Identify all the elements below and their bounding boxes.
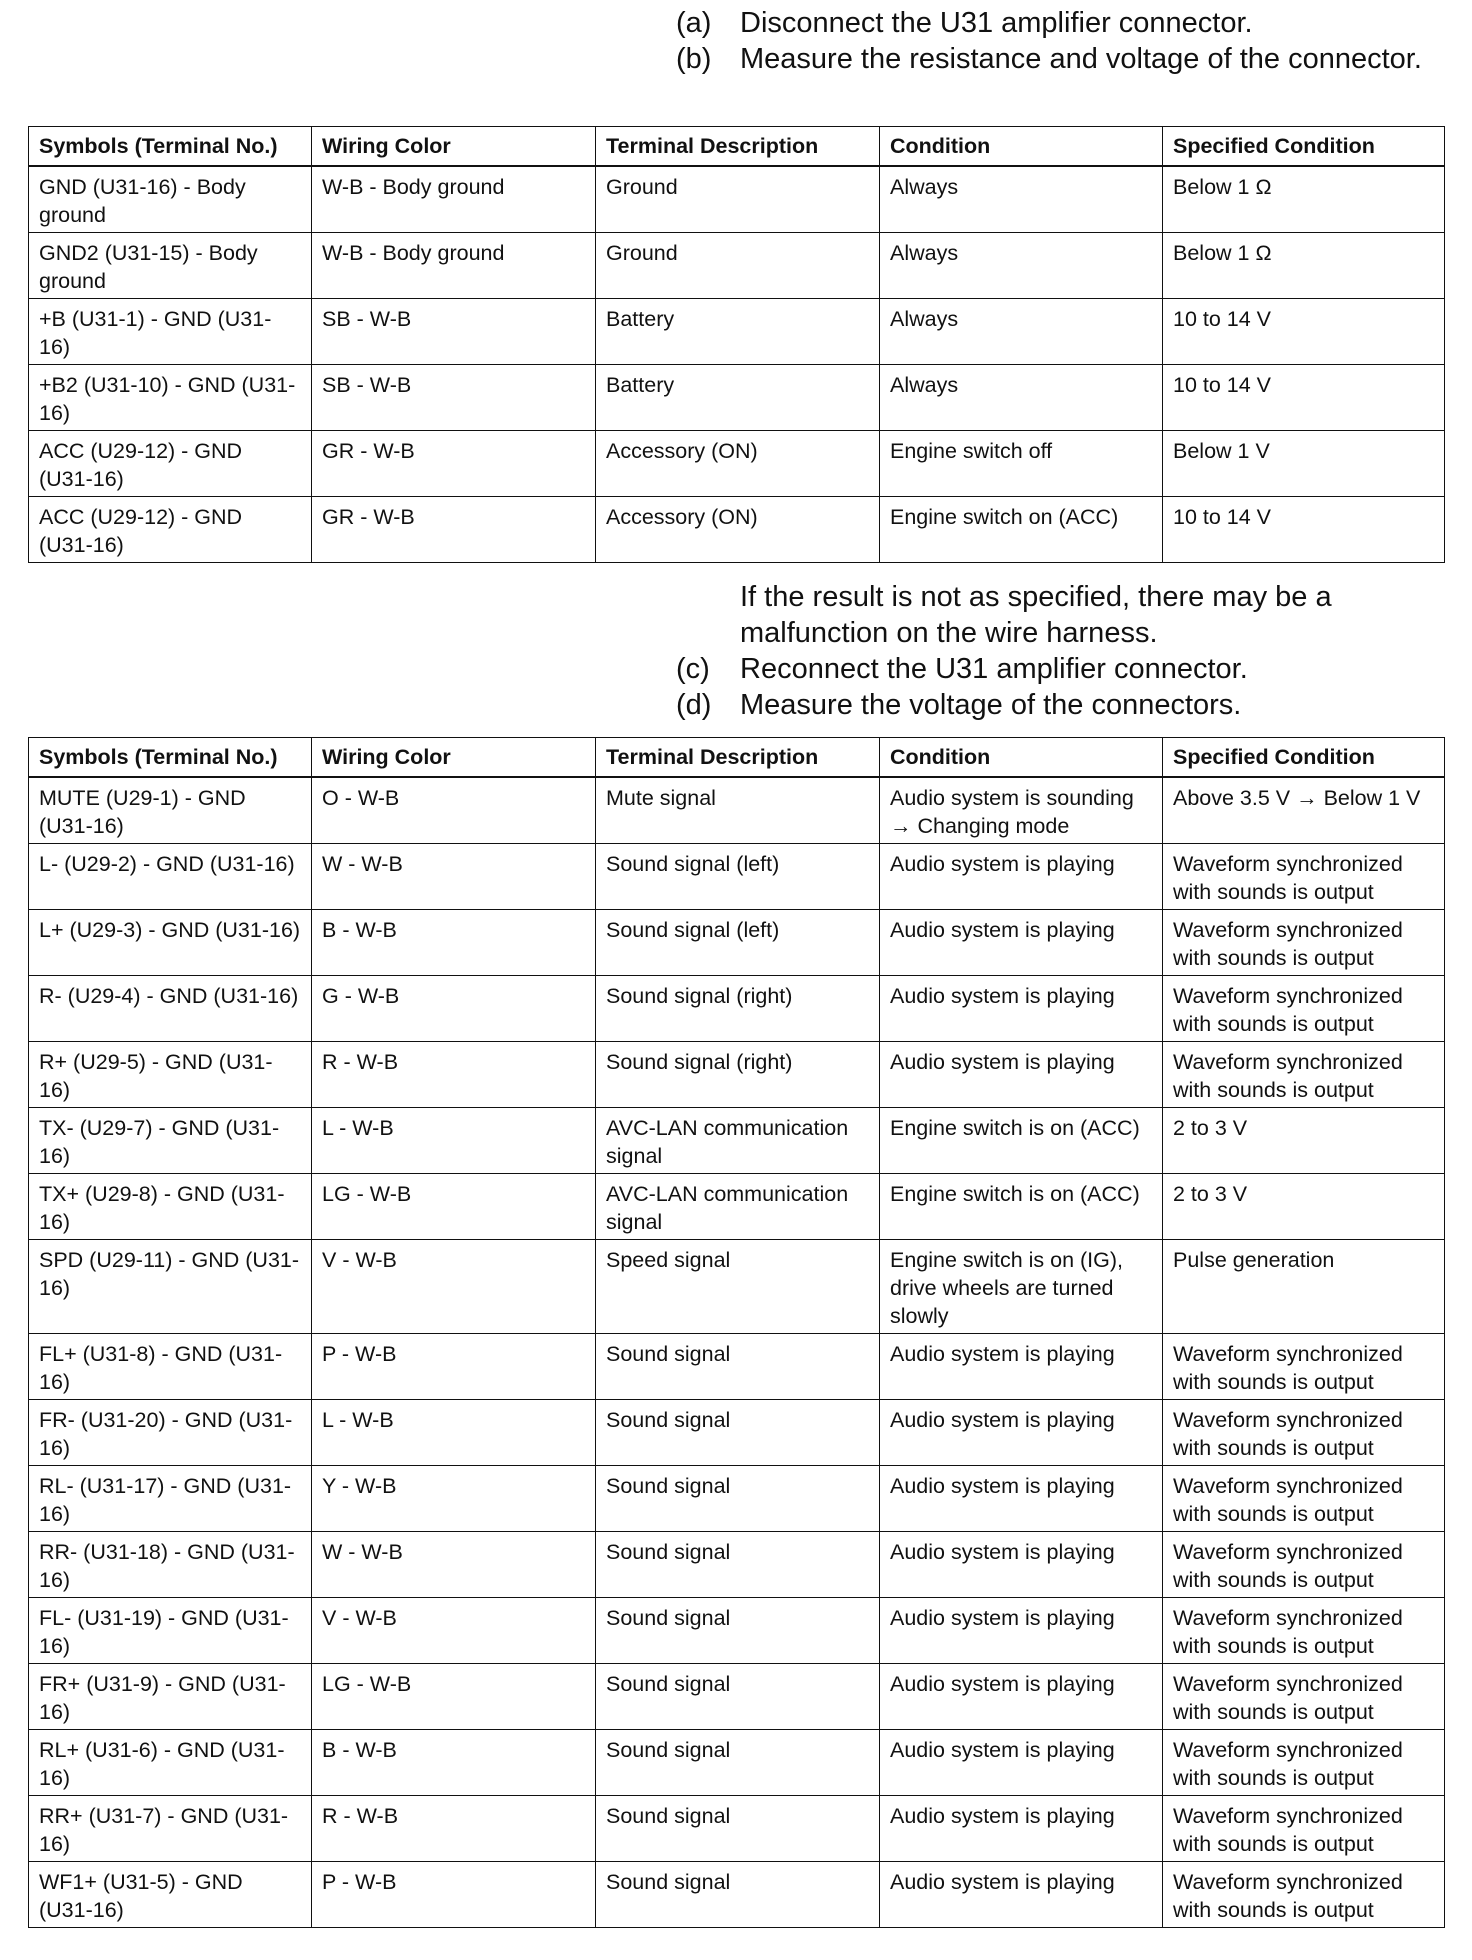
cell-specified-condition: 10 to 14 V	[1163, 365, 1445, 431]
cell-condition: Audio system is playing	[880, 1598, 1163, 1664]
cell-specified-condition: Waveform synchronized with sounds is output	[1163, 1796, 1445, 1862]
cell-specified-condition: Waveform synchronized with sounds is output	[1163, 1466, 1445, 1532]
cell-specified-condition: 2 to 3 V	[1163, 1108, 1445, 1174]
cell-symbols: ACC (U29-12) - GND (U31-16)	[29, 431, 312, 497]
cell-specified-condition: Waveform synchronized with sounds is output	[1163, 1664, 1445, 1730]
resistance-voltage-table	[28, 126, 1445, 563]
cell-symbols: GND2 (U31-15) - Body ground	[29, 233, 312, 299]
table-row	[29, 1532, 1445, 1598]
cell-symbols: WF1+ (U31-5) - GND (U31-16)	[29, 1862, 312, 1928]
cell-wiring-color: LG - W-B	[312, 1174, 596, 1240]
table-header-row	[29, 738, 1445, 778]
table-row	[29, 844, 1445, 910]
cell-terminal-description: Sound signal	[596, 1400, 880, 1466]
step-text: Disconnect the U31 amplifier connector.	[740, 7, 1253, 39]
cell-specified-condition: Waveform synchronized with sounds is output	[1163, 1400, 1445, 1466]
step-item	[676, 5, 1436, 41]
cell-condition: Audio system is sounding → Changing mode	[880, 777, 1163, 844]
cell-specified-condition: Waveform synchronized with sounds is output	[1163, 910, 1445, 976]
cell-specified-condition: 10 to 14 V	[1163, 497, 1445, 563]
cell-wiring-color: O - W-B	[312, 777, 596, 844]
table-row	[29, 1598, 1445, 1664]
cell-symbols: SPD (U29-11) - GND (U31-16)	[29, 1240, 312, 1334]
cell-wiring-color: W-B - Body ground	[312, 233, 596, 299]
cell-condition: Engine switch on (ACC)	[880, 497, 1163, 563]
connector-voltage-table	[28, 737, 1445, 1928]
cell-condition: Audio system is playing	[880, 976, 1163, 1042]
cell-wiring-color: R - W-B	[312, 1796, 596, 1862]
table-row	[29, 1042, 1445, 1108]
cell-wiring-color: W - W-B	[312, 844, 596, 910]
cell-specified-condition: 10 to 14 V	[1163, 299, 1445, 365]
table-row	[29, 976, 1445, 1042]
step-label: (d)	[676, 689, 712, 721]
cell-condition: Audio system is playing	[880, 1730, 1163, 1796]
cell-condition: Engine switch is on (ACC)	[880, 1108, 1163, 1174]
step-item	[676, 41, 1436, 77]
table-row	[29, 1400, 1445, 1466]
table-row	[29, 1466, 1445, 1532]
header-wiring-color: Wiring Color	[312, 127, 596, 167]
cell-wiring-color: V - W-B	[312, 1240, 596, 1334]
step-label: (a)	[676, 7, 712, 39]
cell-specified-condition: Waveform synchronized with sounds is output	[1163, 844, 1445, 910]
cell-symbols: TX+ (U29-8) - GND (U31-16)	[29, 1174, 312, 1240]
step-label: (c)	[676, 653, 710, 685]
header-wiring-color: Wiring Color	[312, 738, 596, 778]
cell-condition: Audio system is playing	[880, 844, 1163, 910]
cell-symbols: FL- (U31-19) - GND (U31-16)	[29, 1598, 312, 1664]
cell-specified-condition: Waveform synchronized with sounds is output	[1163, 1042, 1445, 1108]
cell-wiring-color: GR - W-B	[312, 431, 596, 497]
table-row	[29, 497, 1445, 563]
table-row	[29, 1796, 1445, 1862]
cell-specified-condition: 2 to 3 V	[1163, 1174, 1445, 1240]
cell-condition: Audio system is playing	[880, 1042, 1163, 1108]
table-row	[29, 1240, 1445, 1334]
cell-symbols: MUTE (U29-1) - GND (U31-16)	[29, 777, 312, 844]
cell-terminal-description: Ground	[596, 233, 880, 299]
cell-condition: Always	[880, 365, 1163, 431]
cell-specified-condition: Pulse generation	[1163, 1240, 1445, 1334]
cell-specified-condition: Below 1 Ω	[1163, 166, 1445, 233]
cell-condition: Engine switch off	[880, 431, 1163, 497]
cell-condition: Audio system is playing	[880, 1334, 1163, 1400]
cell-condition: Audio system is playing	[880, 1796, 1163, 1862]
cell-terminal-description: Sound signal (right)	[596, 1042, 880, 1108]
cell-condition: Always	[880, 166, 1163, 233]
cell-terminal-description: Ground	[596, 166, 880, 233]
cell-symbols: RR- (U31-18) - GND (U31-16)	[29, 1532, 312, 1598]
cell-specified-condition: Waveform synchronized with sounds is output	[1163, 1730, 1445, 1796]
cell-wiring-color: G - W-B	[312, 976, 596, 1042]
cell-wiring-color: W - W-B	[312, 1532, 596, 1598]
cell-terminal-description: Sound signal	[596, 1532, 880, 1598]
cell-wiring-color: W-B - Body ground	[312, 166, 596, 233]
cell-terminal-description: Accessory (ON)	[596, 497, 880, 563]
cell-wiring-color: L - W-B	[312, 1108, 596, 1174]
table-row	[29, 1664, 1445, 1730]
cell-terminal-description: AVC-LAN communication signal	[596, 1174, 880, 1240]
cell-symbols: L+ (U29-3) - GND (U31-16)	[29, 910, 312, 976]
cell-specified-condition: Waveform synchronized with sounds is output	[1163, 1334, 1445, 1400]
cell-terminal-description: Mute signal	[596, 777, 880, 844]
steps-mid	[676, 579, 1436, 723]
cell-symbols: TX- (U29-7) - GND (U31-16)	[29, 1108, 312, 1174]
table-row	[29, 1730, 1445, 1796]
table-row	[29, 299, 1445, 365]
cell-terminal-description: Accessory (ON)	[596, 431, 880, 497]
cell-terminal-description: Sound signal (right)	[596, 976, 880, 1042]
steps-top	[676, 5, 1436, 77]
cell-symbols: ACC (U29-12) - GND (U31-16)	[29, 497, 312, 563]
cell-terminal-description: Battery	[596, 365, 880, 431]
cell-condition: Audio system is playing	[880, 1532, 1163, 1598]
cell-wiring-color: P - W-B	[312, 1862, 596, 1928]
cell-condition: Engine switch is on (IG), drive wheels are turned slowly	[880, 1240, 1163, 1334]
cell-terminal-description: Sound signal	[596, 1598, 880, 1664]
cell-specified-condition: Waveform synchronized with sounds is output	[1163, 1598, 1445, 1664]
cell-condition: Always	[880, 299, 1163, 365]
cell-symbols: FR+ (U31-9) - GND (U31-16)	[29, 1664, 312, 1730]
cell-condition: Always	[880, 233, 1163, 299]
cell-specified-condition: Waveform synchronized with sounds is output	[1163, 976, 1445, 1042]
table-row	[29, 166, 1445, 233]
header-condition: Condition	[880, 127, 1163, 167]
cell-wiring-color: SB - W-B	[312, 299, 596, 365]
cell-specified-condition: Below 1 V	[1163, 431, 1445, 497]
cell-wiring-color: LG - W-B	[312, 1664, 596, 1730]
cell-terminal-description: Sound signal	[596, 1334, 880, 1400]
table-row	[29, 365, 1445, 431]
table-row	[29, 1174, 1445, 1240]
cell-symbols: RL- (U31-17) - GND (U31-16)	[29, 1466, 312, 1532]
cell-terminal-description: Sound signal (left)	[596, 910, 880, 976]
cell-specified-condition: Above 3.5 V → Below 1 V	[1163, 777, 1445, 844]
cell-wiring-color: R - W-B	[312, 1042, 596, 1108]
step-item	[676, 651, 1436, 687]
header-specified-condition: Specified Condition	[1163, 127, 1445, 167]
cell-wiring-color: SB - W-B	[312, 365, 596, 431]
cell-symbols: +B2 (U31-10) - GND (U31-16)	[29, 365, 312, 431]
cell-terminal-description: Speed signal	[596, 1240, 880, 1334]
cell-condition: Audio system is playing	[880, 1400, 1163, 1466]
cell-wiring-color: GR - W-B	[312, 497, 596, 563]
step-text: Measure the resistance and voltage of the connector.	[740, 43, 1422, 75]
cell-terminal-description: Sound signal	[596, 1796, 880, 1862]
table-row	[29, 1334, 1445, 1400]
header-symbols: Symbols (Terminal No.)	[29, 127, 312, 167]
cell-condition: Audio system is playing	[880, 910, 1163, 976]
table-row	[29, 1108, 1445, 1174]
cell-wiring-color: L - W-B	[312, 1400, 596, 1466]
cell-wiring-color: Y - W-B	[312, 1466, 596, 1532]
header-symbols: Symbols (Terminal No.)	[29, 738, 312, 778]
cell-symbols: RL+ (U31-6) - GND (U31-16)	[29, 1730, 312, 1796]
table-body	[29, 166, 1445, 563]
table-row	[29, 233, 1445, 299]
cell-symbols: L- (U29-2) - GND (U31-16)	[29, 844, 312, 910]
cell-symbols: GND (U31-16) - Body ground	[29, 166, 312, 233]
cell-terminal-description: Sound signal	[596, 1664, 880, 1730]
table-row	[29, 431, 1445, 497]
cell-specified-condition: Waveform synchronized with sounds is output	[1163, 1862, 1445, 1928]
cell-symbols: RR+ (U31-7) - GND (U31-16)	[29, 1796, 312, 1862]
table-header-row	[29, 127, 1445, 167]
cell-condition: Audio system is playing	[880, 1862, 1163, 1928]
cell-terminal-description: Sound signal	[596, 1862, 880, 1928]
cell-condition: Audio system is playing	[880, 1664, 1163, 1730]
cell-wiring-color: B - W-B	[312, 1730, 596, 1796]
cell-symbols: FR- (U31-20) - GND (U31-16)	[29, 1400, 312, 1466]
cell-terminal-description: Sound signal	[596, 1466, 880, 1532]
cell-terminal-description: Sound signal	[596, 1730, 880, 1796]
cell-symbols: R+ (U29-5) - GND (U31-16)	[29, 1042, 312, 1108]
cell-condition: Engine switch is on (ACC)	[880, 1174, 1163, 1240]
header-specified-condition: Specified Condition	[1163, 738, 1445, 778]
cell-condition: Audio system is playing	[880, 1466, 1163, 1532]
header-condition: Condition	[880, 738, 1163, 778]
step-text: Measure the voltage of the connectors.	[740, 689, 1242, 721]
table-row	[29, 777, 1445, 844]
cell-wiring-color: P - W-B	[312, 1334, 596, 1400]
cell-symbols: R- (U29-4) - GND (U31-16)	[29, 976, 312, 1042]
table-row	[29, 1862, 1445, 1928]
cell-terminal-description: Sound signal (left)	[596, 844, 880, 910]
step-label: (b)	[676, 43, 712, 75]
header-terminal-description: Terminal Description	[596, 127, 880, 167]
cell-terminal-description: Battery	[596, 299, 880, 365]
step-item	[676, 687, 1436, 723]
cell-specified-condition: Waveform synchronized with sounds is output	[1163, 1532, 1445, 1598]
result-note: If the result is not as specified, there may be a malfunction on the wire harness.	[740, 581, 1332, 649]
cell-symbols: +B (U31-1) - GND (U31-16)	[29, 299, 312, 365]
cell-wiring-color: V - W-B	[312, 1598, 596, 1664]
header-terminal-description: Terminal Description	[596, 738, 880, 778]
step-text: Reconnect the U31 amplifier connector.	[740, 653, 1248, 685]
cell-symbols: FL+ (U31-8) - GND (U31-16)	[29, 1334, 312, 1400]
cell-wiring-color: B - W-B	[312, 910, 596, 976]
table-body	[29, 777, 1445, 1928]
cell-specified-condition: Below 1 Ω	[1163, 233, 1445, 299]
cell-terminal-description: AVC-LAN communication signal	[596, 1108, 880, 1174]
table-row	[29, 910, 1445, 976]
